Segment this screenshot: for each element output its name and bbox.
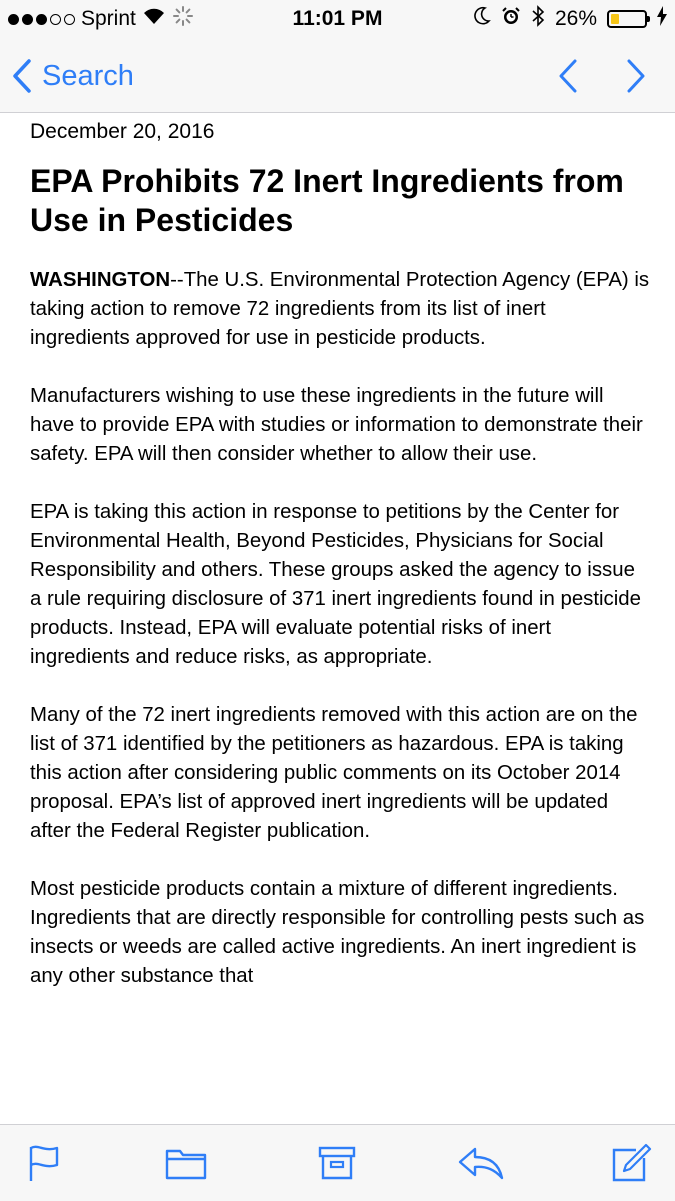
navigation-bar xyxy=(0,40,675,113)
article-paragraph: Many of the 72 inert ingredients removed with this action are on the list of 371 identified by the petitioners as hazardous. EPA is taking this action after considering public comments on its October 2014 proposal. EPA’s list of approved inert ingredients will be updated after the Federal Register publication. xyxy=(30,704,638,842)
next-message-icon xyxy=(626,59,646,93)
folder-icon xyxy=(164,1145,208,1181)
chevron-left-icon xyxy=(12,59,32,93)
back-button-label: Search xyxy=(42,59,134,92)
carrier-label: Sprint xyxy=(81,7,136,30)
flag-icon xyxy=(26,1143,62,1183)
bluetooth-icon xyxy=(531,5,545,33)
article-dateline: WASHINGTON xyxy=(30,269,171,291)
article-paragraph xyxy=(30,266,650,353)
moon-icon xyxy=(473,6,491,32)
battery-fill xyxy=(611,14,619,24)
archive-button[interactable] xyxy=(309,1135,365,1191)
flag-button[interactable] xyxy=(16,1135,72,1191)
article-paragraph: Most pesticide products contain a mixture of different ingredients. Ingredients that are directly responsible for controlling pests such as insects or weeds are called active ingredients. An inert ingredient is any other substance that xyxy=(30,878,645,987)
status-time: 11:01 PM xyxy=(292,7,383,30)
battery-percent: 26% xyxy=(554,7,597,30)
battery-icon xyxy=(607,10,647,28)
status-bar xyxy=(0,0,675,40)
article-paragraph: Manufacturers wishing to use these ingredients in the future will have to provide EPA with studies or information to demonstrate their safety. EPA will then consider whether to allow their use. xyxy=(30,385,643,465)
archive-icon xyxy=(317,1144,357,1182)
charging-bolt-icon xyxy=(657,6,667,32)
paragraph-1-text: --The U.S. Environmental Protection Agency (EPA) is taking action to remove 72 ingredients from its list of inert ingredients approved for use in pesticide products. xyxy=(30,269,650,349)
next-message-button[interactable] xyxy=(616,54,656,98)
article-date: December 20, 2016 xyxy=(30,120,215,143)
back-button[interactable] xyxy=(12,54,134,98)
compose-button[interactable] xyxy=(603,1135,659,1191)
article-paragraph: EPA is taking this action in response to petitions by the Center for Environmental Health, Beyond Pesticides, Physicians for Social Responsibility and others. These groups asked the agency to issue a rule requiring disclosure of 371 inert ingredients found in pesticide products. Instead, EPA will evaluate potential risks of inert ingredients and reduce risks, as appropriate. xyxy=(30,501,641,668)
status-right xyxy=(473,6,667,32)
alarm-icon xyxy=(501,6,521,32)
move-to-folder-button[interactable] xyxy=(158,1135,214,1191)
previous-message-button[interactable] xyxy=(548,54,588,98)
reply-icon xyxy=(457,1145,505,1181)
article-title: EPA Prohibits 72 Inert Ingredients from Use in Pesticides xyxy=(30,163,624,238)
bottom-toolbar xyxy=(0,1124,675,1201)
message-body[interactable] xyxy=(30,112,650,1124)
previous-message-icon xyxy=(558,59,578,93)
compose-icon xyxy=(610,1142,652,1184)
reply-button[interactable] xyxy=(453,1135,509,1191)
